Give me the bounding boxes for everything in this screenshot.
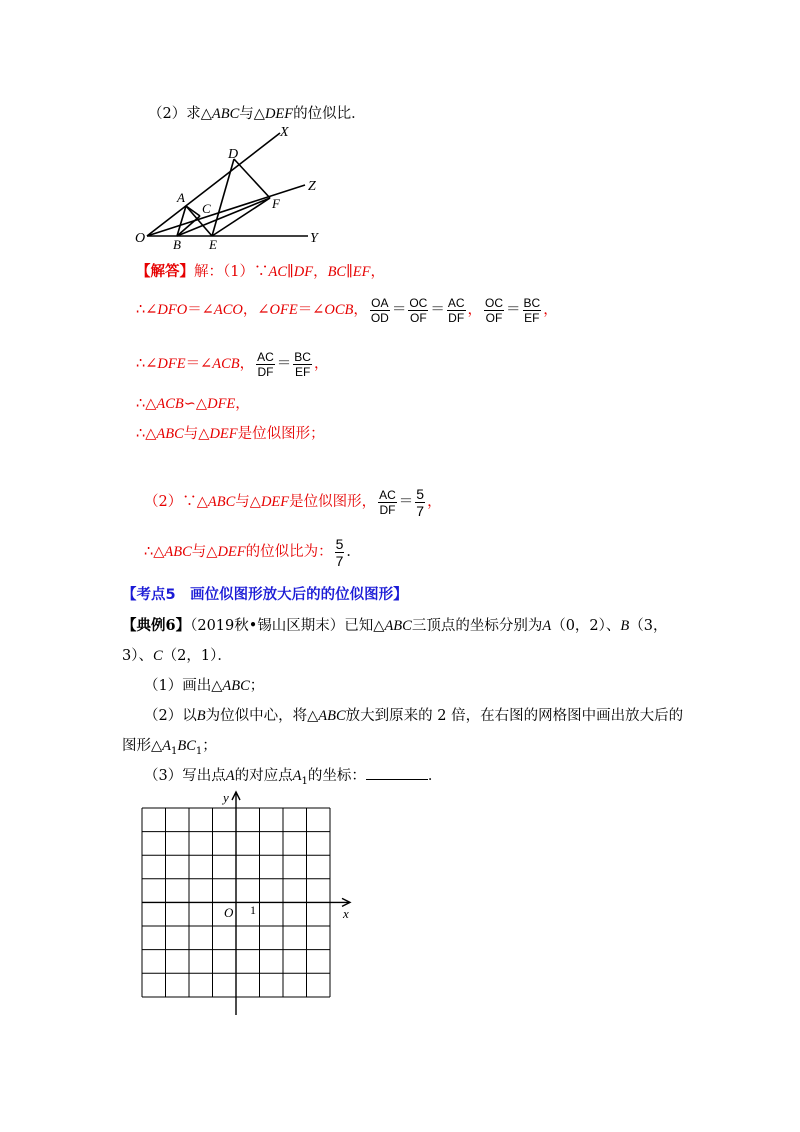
solution-line-1: 【解答】解：（1）∵AC∥DF，BC∥EF， — [136, 263, 386, 280]
solution-line-4: ∴△ACB∽△DFE， — [136, 396, 250, 412]
label-E: E — [209, 237, 217, 252]
solution-line-7: ∴△ABC与△DEF的位似比为： $\frac{5}{7}$ ． — [144, 535, 361, 569]
label-F: F — [272, 196, 280, 211]
example-6-step-2-cont: 图形$\triangle A_1BC_1$； — [122, 738, 217, 757]
solution-line-3: ∴∠DFE＝∠ACB， $\frac{AC}{DF}$ ＝ $\frac{BC}{EF}$ ， — [136, 349, 329, 379]
x-axis-label: x — [343, 906, 349, 921]
coordinate-grid — [138, 790, 358, 1020]
fraction-OC-OF-2: $\frac{OC}{OF}$ — [485, 295, 504, 325]
fraction-OA-OD: $\frac{OA}{OD}$ — [370, 295, 389, 325]
fraction-AC-DF-3: $\frac{AC}{DF}$ — [379, 487, 396, 517]
answer-blank[interactable] — [366, 766, 428, 780]
example-6-line-1: 【典例6】（2019秋•锡山区期末）已知△ABC三顶点的坐标分别为A（0，2）、B（3， — [122, 617, 668, 634]
fraction-AC-DF-2: $\frac{AC}{DF}$ — [257, 349, 274, 379]
solution-line-5: ∴△ABC与△DEF是位似图形； — [136, 426, 325, 442]
fraction-OC-OF: $\frac{OC}{OF}$ — [409, 295, 428, 325]
example-6-line-2: 3）、C（2，1）． — [122, 648, 232, 664]
fraction-AC-DF: $\frac{AC}{DF}$ — [447, 295, 465, 325]
example-6-step-3: （3）写出点A的对应点$A_1$的坐标： ． — [144, 768, 443, 787]
fraction-5-7: $\frac{5}{7}$ — [416, 485, 425, 519]
label-B: B — [173, 237, 181, 252]
label-C: C — [202, 201, 211, 216]
label-Y: Y — [310, 231, 318, 246]
label-O: O — [135, 231, 146, 246]
fraction-5-7-result: $\frac{5}{7}$ — [335, 535, 344, 569]
solution-line-6: （2）∵△ABC与△DEF是位似图形， $\frac{AC}{DF}$ ＝ $\frac{5}{7}$ ， — [144, 485, 442, 519]
segment-DF — [234, 159, 270, 198]
label-A: A — [177, 190, 185, 205]
fraction-BC-EF-2: $\frac{BC}{EF}$ — [294, 349, 311, 379]
example-6-step-1: （1）画出△ABC； — [144, 678, 265, 694]
ray-OZ — [147, 185, 305, 236]
homothety-figure — [130, 118, 340, 253]
unit-label: 1 — [250, 903, 256, 917]
solution-line-2: ∴∠DFO＝∠ACO，∠OFE＝∠OCB， $\frac{OA}{OD}$ ＝ $\frac{OC}{OF}$ ＝ $\frac{AC}{DF}$ ， $\frac{OC}{OF}$ ＝ $\frac{BC}{EF}$ ， — [136, 295, 558, 325]
y-axis-label: y — [223, 790, 229, 805]
origin-label: O — [224, 905, 234, 920]
fraction-BC-EF: $\frac{BC}{EF}$ — [523, 295, 541, 325]
label-Z: Z — [308, 179, 316, 194]
label-X: X — [280, 125, 289, 140]
example-6-step-2: （2）以B为位似中心，将△ABC放大到原来的 2 倍，在右图的网格图中画出放大后的 — [144, 708, 684, 724]
section-heading: 【考点5 画位似图形放大后的的位似图形】 — [122, 587, 408, 603]
label-D: D — [228, 147, 239, 162]
segment-BF — [177, 198, 270, 236]
question-2: （2）求△ABC与△DEF的位似比． — [148, 106, 366, 122]
